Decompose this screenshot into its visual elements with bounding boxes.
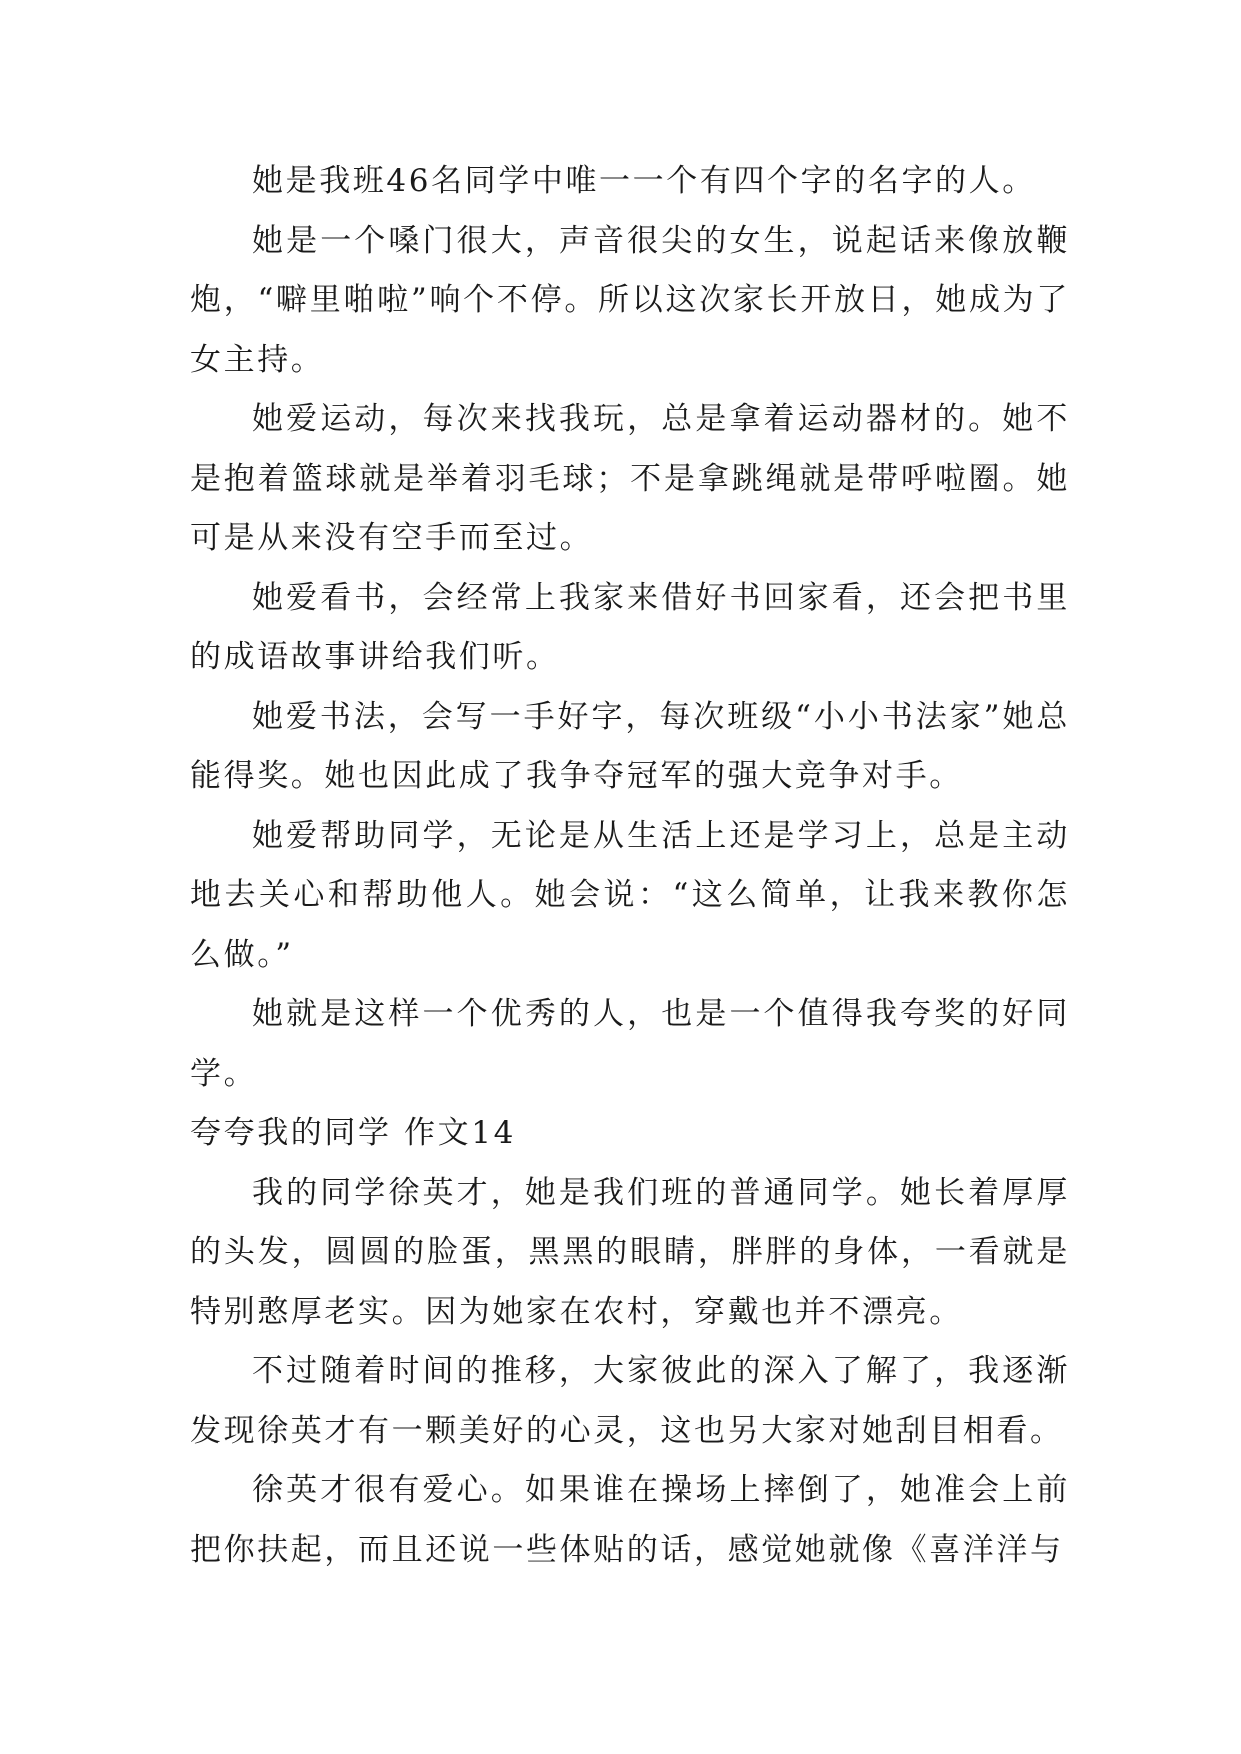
paragraph-2: 她是一个嗓门很大，声音很尖的女生，说起话来像放鞭炮，“噼里啪啦”响个不停。所以这次家长开放日，她成为了女主持。 [190,222,1070,378]
paragraph-10: 徐英才很有爱心。如果谁在操场上摔倒了，她准会上前把你扶起，而且还说一些体贴的话，感觉她就像《喜洋洋与 [190,1472,1070,1568]
paragraph-9: 不过随着时间的推移，大家彼此的深入了解了，我逐渐发现徐英才有一颗美好的心灵，这也另大家对她刮目相看。 [190,1353,1070,1449]
paragraph-6: 她爱帮助同学，无论是从生活上还是学习上，总是主动地去关心和帮助他人。她会说：“这么简单，让我来教你怎么做。” [190,817,1070,973]
paragraph-3: 她爱运动，每次来找我玩，总是拿着运动器材的。她不是抱着篮球就是举着羽毛球；不是拿跳绳就是带呼啦圈。她可是从来没有空手而至过。 [190,401,1070,556]
document-body [190,152,1070,1580]
paragraph-8: 我的同学徐英才，她是我们班的普通同学。她长着厚厚的头发，圆圆的脸蛋，黑黑的眼睛，胖胖的身体，一看就是特别憨厚老实。因为她家在农村，穿戴也并不漂亮。 [190,1174,1070,1330]
paragraph-1: 她是我班46名同学中唯一一个有四个字的名字的人。 [252,163,1036,199]
paragraph-4: 她爱看书，会经常上我家来借好书回家看，还会把书里的成语故事讲给我们听。 [190,579,1070,675]
paragraph-7: 她就是这样一个优秀的人，也是一个值得我夸奖的好同学。 [190,996,1070,1092]
paragraph-5: 她爱书法，会写一手好字，每次班级“小小书法家”她总能得奖。她也因此成了我争夺冠军的强大竞争对手。 [190,698,1070,794]
section-title: 夸夸我的同学 作文14 [190,1115,516,1151]
